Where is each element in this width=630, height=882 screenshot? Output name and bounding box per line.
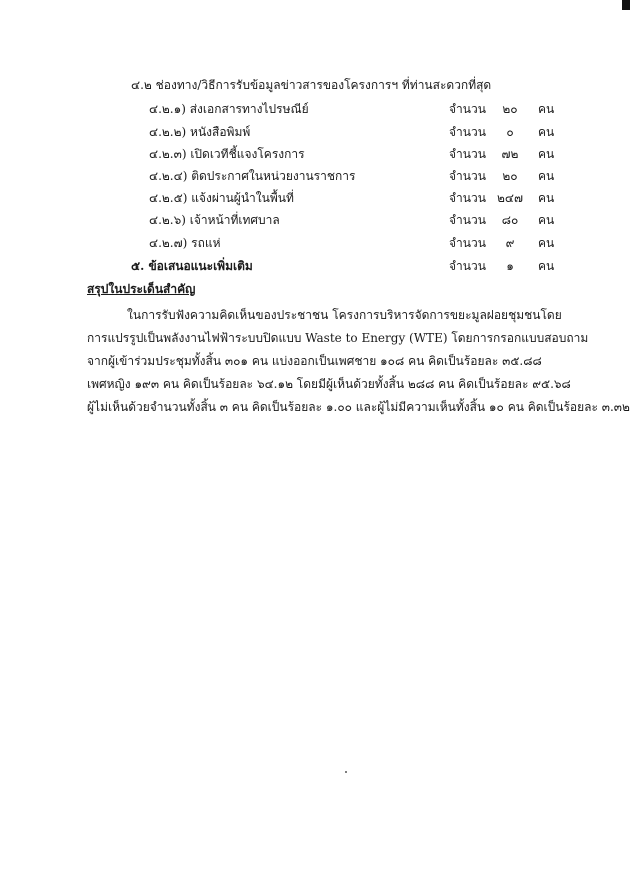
summary-paragraph-line: เพศหญิง ๑๙๓ คน คิดเป็นร้อยละ ๖๔.๑๒ โดยมีผู้เห็นด้วยทั้งสิ้น ๒๘๘ คน คิดเป็นร้อยละ ๙๕.๖๘ <box>87 377 571 391</box>
item-unit: คน <box>538 213 555 227</box>
section-4-2-heading: ๔.๒ ช่องทาง/วิธีการรับข้อมูลข่าวสารของโครงการฯ ที่ท่านสะดวกที่สุด <box>131 78 492 92</box>
scan-corner-mark <box>622 0 630 10</box>
item-unit: คน <box>538 169 555 183</box>
scan-dot-mark <box>345 771 347 773</box>
summary-heading: สรุปในประเด็นสำคัญ <box>87 282 196 296</box>
summary-paragraph-line: ในการรับฟังความคิดเห็นของประชาชน โครงการบริหารจัดการขยะมูลฝอยชุมชนโดย <box>127 308 562 322</box>
summary-paragraph-line: จากผู้เข้าร่วมประชุมทั้งสิ้น ๓๐๑ คน แบ่งออกเป็นเพศชาย ๑๐๘ คน คิดเป็นร้อยละ ๓๕.๘๘ <box>87 354 542 368</box>
list-item <box>0 234 630 252</box>
item-count: ๒๐ <box>502 102 518 116</box>
item-label: ๔.๒.๑) ส่งเอกสารทางไปรษณีย์ <box>149 102 309 116</box>
list-item <box>0 100 630 118</box>
item-count: ๒๔๗ <box>496 191 523 205</box>
item-unit: คน <box>538 191 555 205</box>
item-amount-label: จำนวน <box>449 213 486 227</box>
item-label: ๔.๒.๔) ติดประกาศในหน่วยงานราชการ <box>149 169 356 183</box>
item-count: ๗๒ <box>501 147 519 161</box>
item-count: ๘๐ <box>501 213 519 227</box>
list-item <box>0 189 630 207</box>
list-item <box>0 123 630 141</box>
item-count: ๒๐ <box>502 169 518 183</box>
item-amount-label: จำนวน <box>449 147 486 161</box>
item-amount-label: จำนวน <box>449 169 486 183</box>
item-label: ๔.๒.๒) หนังสือพิมพ์ <box>149 125 251 139</box>
item-unit: คน <box>538 102 555 116</box>
section-5-heading: ๕. ข้อเสนอแนะเพิ่มเติม <box>131 259 253 273</box>
item-amount-label: จำนวน <box>449 102 486 116</box>
item-count: ๙ <box>505 236 515 250</box>
item-amount-label: จำนวน <box>449 259 486 273</box>
list-item <box>0 145 630 163</box>
item-amount-label: จำนวน <box>449 125 486 139</box>
list-item <box>0 211 630 229</box>
summary-paragraph-line: ผู้ไม่เห็นด้วยจำนวนทั้งสิ้น ๓ คน คิดเป็นร้อยละ ๑.๐๐ และผู้ไม่มีความเห็นทั้งสิ้น ๑๐ คน คิดเป็นร้อยละ ๓.๓๒ <box>87 400 630 414</box>
item-unit: คน <box>538 125 555 139</box>
item-amount-label: จำนวน <box>449 236 486 250</box>
item-count: ๐ <box>506 125 514 139</box>
item-unit: คน <box>538 236 555 250</box>
summary-paragraph-line: การแปรรูปเป็นพลังงานไฟฟ้าระบบปิดแบบ Waste to Energy (WTE) โดยการกรอกแบบสอบถาม <box>87 331 589 345</box>
list-item <box>0 167 630 185</box>
item-unit: คน <box>538 259 555 273</box>
section-5-row <box>0 257 630 275</box>
item-label: ๔.๒.๓) เปิดเวทีชี้แจงโครงการ <box>149 147 305 161</box>
item-unit: คน <box>538 147 555 161</box>
item-label: ๔.๒.๗) รถแห่ <box>149 236 221 250</box>
item-label: ๔.๒.๕) แจ้งผ่านผู้นำในพื้นที่ <box>149 191 294 205</box>
item-label: ๔.๒.๖) เจ้าหน้าที่เทศบาล <box>149 213 280 227</box>
item-amount-label: จำนวน <box>449 191 486 205</box>
item-count: ๑ <box>506 259 514 273</box>
